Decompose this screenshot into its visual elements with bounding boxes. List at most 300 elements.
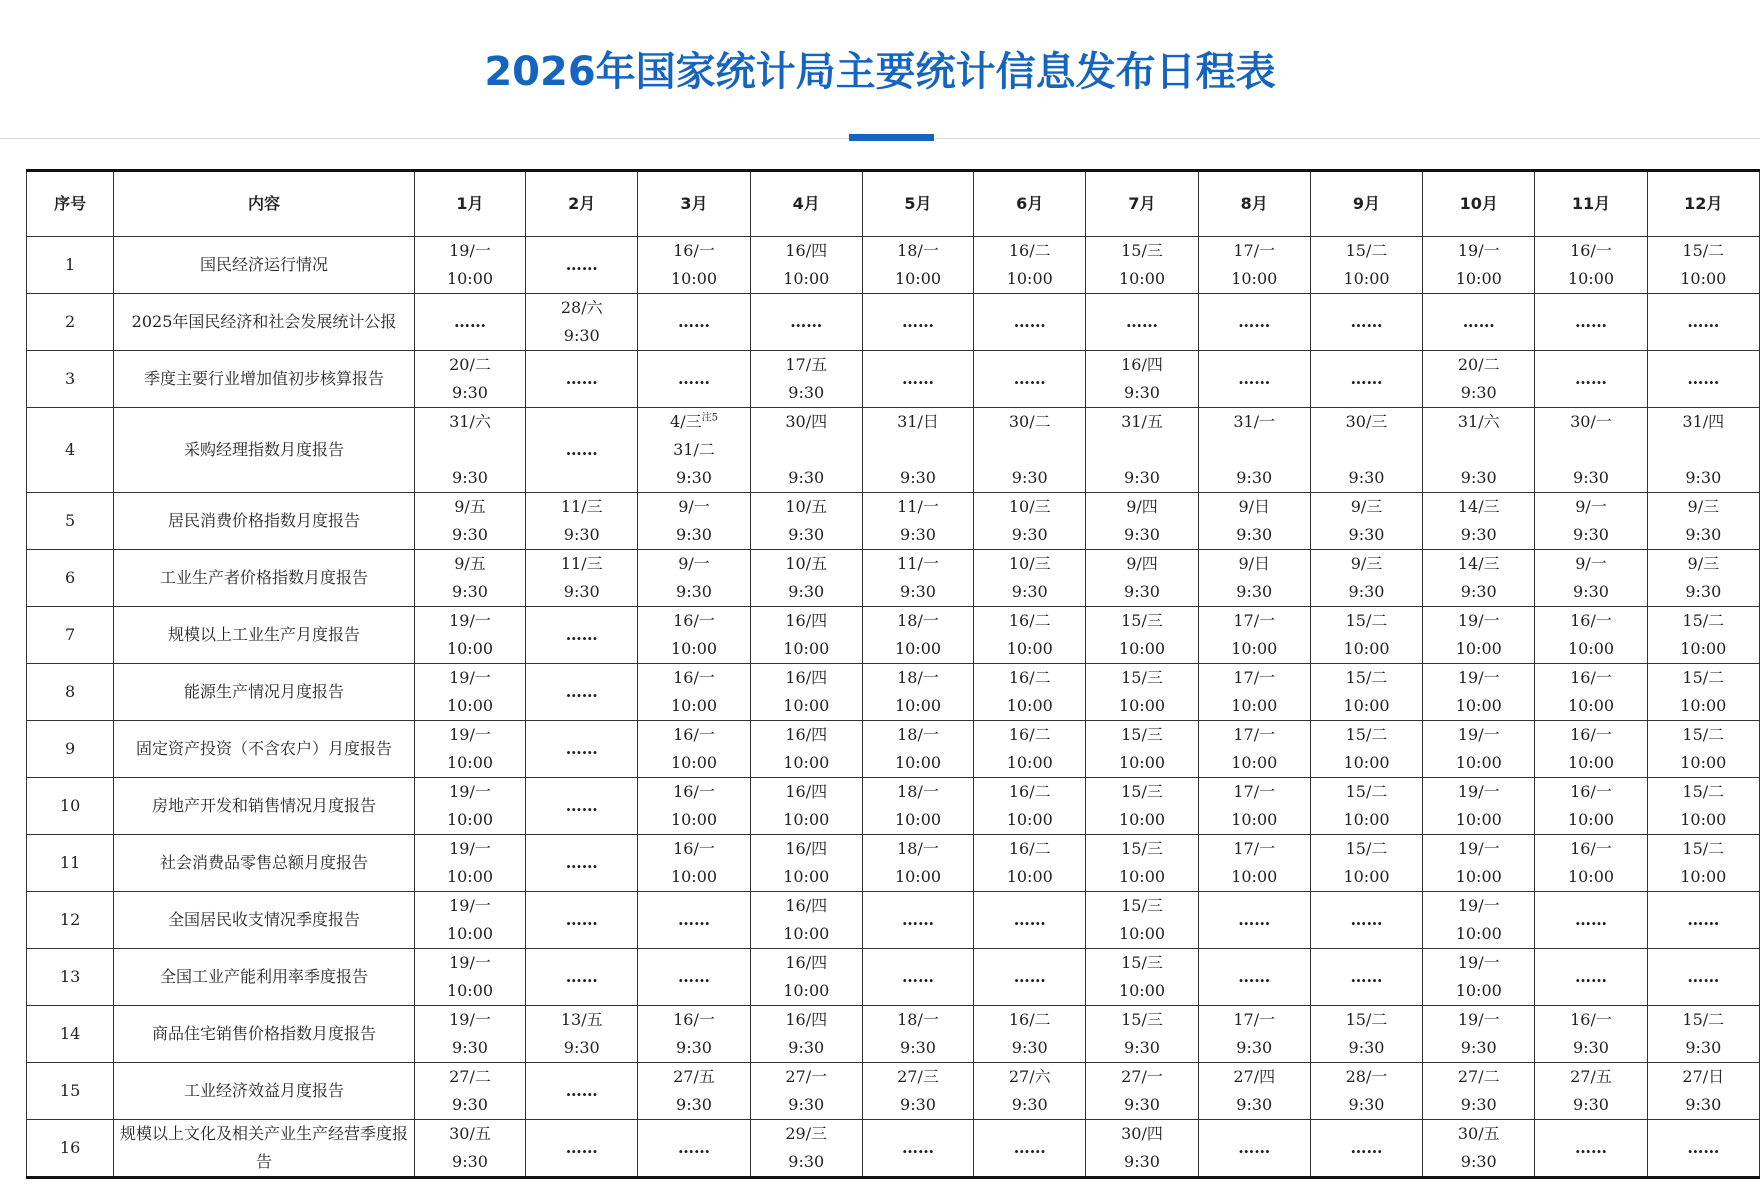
release-date-time: 16/一 — [673, 668, 715, 687]
no-release-marker: …… — [902, 967, 934, 986]
row-number: 11 — [27, 835, 114, 892]
release-date-time: 10:00 — [1455, 810, 1502, 829]
release-date-time: 9/一 — [678, 554, 710, 573]
no-release-marker: …… — [1350, 369, 1383, 388]
release-date-time: 9:30 — [788, 1095, 825, 1114]
no-release-marker: …… — [678, 910, 710, 929]
schedule-cell — [1198, 408, 1310, 493]
schedule-cell — [862, 1006, 973, 1063]
release-date-time: 30/三 — [1345, 412, 1388, 431]
schedule-cell — [1647, 607, 1759, 664]
release-date-time: 18/一 — [897, 668, 939, 687]
schedule-cell — [1198, 550, 1310, 607]
schedule-cell — [750, 721, 862, 778]
schedule-cell — [750, 294, 862, 351]
no-release-marker: …… — [1350, 967, 1383, 986]
release-date-time: 10:00 — [1118, 867, 1166, 886]
release-date-time: 9:30 — [563, 326, 600, 345]
release-date-time: 9:30 — [1348, 582, 1385, 601]
release-date-time — [1086, 436, 1197, 464]
table-row — [27, 778, 1760, 835]
schedule-cell — [750, 778, 862, 835]
schedule-cell — [414, 351, 525, 408]
release-date-time: 30/二 — [1008, 412, 1051, 431]
column-header: 1月 — [414, 171, 525, 237]
release-date-time: 10:00 — [1006, 696, 1053, 715]
schedule-cell — [1535, 1120, 1647, 1178]
no-release-marker: …… — [565, 625, 598, 644]
schedule-cell — [414, 721, 525, 778]
release-date-time: 30/四 — [785, 412, 828, 431]
release-date-time: 9:30 — [1124, 468, 1160, 487]
release-date-time: 10:00 — [894, 696, 942, 715]
schedule-cell — [638, 408, 750, 493]
release-date-time: 16/二 — [1008, 782, 1051, 801]
column-header: 8月 — [1198, 171, 1310, 237]
release-date-time: 10:00 — [670, 810, 718, 829]
no-release-marker: …… — [902, 312, 934, 331]
schedule-cell — [638, 778, 750, 835]
no-release-marker: …… — [1462, 312, 1495, 331]
row-number: 7 — [27, 607, 114, 664]
no-release-marker: …… — [1687, 312, 1720, 331]
release-date-time: 9:30 — [1011, 525, 1048, 544]
schedule-cell — [526, 949, 638, 1006]
schedule-cell — [1535, 550, 1647, 607]
release-date-time: 10:00 — [1680, 269, 1727, 288]
table-row — [27, 949, 1760, 1006]
release-date-time: 10:00 — [1006, 753, 1053, 772]
release-date-time: 11/三 — [560, 554, 603, 573]
column-header: 11月 — [1535, 171, 1647, 237]
release-date-time: 9/三 — [1687, 554, 1720, 573]
no-release-marker: …… — [1238, 312, 1271, 331]
release-date-time: 15/三 — [1121, 611, 1163, 630]
schedule-cell — [1535, 664, 1647, 721]
release-date-time: 19/一 — [449, 896, 491, 915]
release-date-time: 31/六 — [449, 412, 491, 431]
schedule-cell — [1535, 835, 1647, 892]
release-date-time: 9:30 — [452, 525, 488, 544]
schedule-cell — [1198, 351, 1310, 408]
schedule-cell — [1647, 1120, 1759, 1178]
schedule-cell — [1198, 1006, 1310, 1063]
release-date-time: 9:30 — [788, 1038, 825, 1057]
no-release-marker: …… — [1575, 312, 1607, 331]
schedule-cell — [1310, 237, 1422, 294]
schedule-cell — [526, 294, 638, 351]
schedule-cell — [1310, 835, 1422, 892]
release-date-time: 10:00 — [1118, 753, 1166, 772]
release-date-time: 10:00 — [446, 639, 494, 658]
release-date-time: 9:30 — [1573, 468, 1609, 487]
release-date-time: 11/三 — [560, 497, 603, 516]
release-date-time: 18/一 — [897, 241, 939, 260]
release-date-time: 10:00 — [1680, 639, 1727, 658]
no-release-marker: …… — [1350, 312, 1383, 331]
no-release-marker: …… — [565, 1081, 598, 1100]
schedule-cell — [1198, 493, 1310, 550]
release-date-time: 9:30 — [1460, 1038, 1497, 1057]
schedule-cell — [526, 1006, 638, 1063]
schedule-cell — [1647, 351, 1759, 408]
release-date-time: 9:30 — [1348, 525, 1385, 544]
release-date-time: 10:00 — [1343, 269, 1390, 288]
no-release-marker: …… — [1013, 1138, 1046, 1157]
schedule-cell — [638, 1063, 750, 1120]
row-number: 12 — [27, 892, 114, 949]
release-date-time: 9:30 — [452, 1095, 488, 1114]
report-name: 季度主要行业增加值初步核算报告 — [114, 351, 415, 408]
release-date-time: 9:30 — [563, 1038, 600, 1057]
schedule-cell — [1310, 408, 1422, 493]
release-date-time: 30/五 — [1457, 1124, 1500, 1143]
release-date-time: 10:00 — [1680, 810, 1727, 829]
schedule-cell — [1310, 607, 1422, 664]
page-title: 2026年国家统计局主要统计信息发布日程表 — [484, 49, 1276, 95]
table-row — [27, 237, 1760, 294]
release-date-time: 10:00 — [783, 696, 830, 715]
release-date-time: 10:00 — [446, 753, 494, 772]
no-release-marker: …… — [1238, 1138, 1271, 1157]
row-number: 3 — [27, 351, 114, 408]
release-date-time: 27/二 — [449, 1067, 491, 1086]
release-date-time: 27/日 — [1682, 1067, 1725, 1086]
release-date-time: 10:00 — [1680, 753, 1727, 772]
release-date-time: 10:00 — [1567, 867, 1615, 886]
release-date-time: 9:30 — [676, 1095, 712, 1114]
no-release-marker: …… — [678, 369, 710, 388]
release-date-time: 9:30 — [563, 582, 600, 601]
schedule-cell — [974, 1006, 1086, 1063]
row-number: 1 — [27, 237, 114, 294]
release-date-time: 30/一 — [1570, 412, 1612, 431]
schedule-cell — [526, 237, 638, 294]
schedule-cell — [1647, 835, 1759, 892]
release-date-time: 19/一 — [449, 782, 491, 801]
release-date-time: 10:00 — [1455, 981, 1502, 1000]
schedule-cell — [974, 778, 1086, 835]
schedule-cell — [638, 550, 750, 607]
release-date-time: 18/一 — [897, 839, 939, 858]
release-date-time: 10:00 — [1118, 639, 1166, 658]
schedule-cell — [1423, 351, 1535, 408]
release-date-time: 16/一 — [1570, 611, 1612, 630]
schedule-cell — [638, 351, 750, 408]
no-release-marker: …… — [565, 739, 598, 758]
release-date-time: 15/二 — [1682, 1010, 1725, 1029]
schedule-cell — [862, 607, 973, 664]
release-date-time: 31/四 — [1682, 412, 1725, 431]
schedule-cell — [750, 408, 862, 493]
release-date-time: 10:00 — [1231, 639, 1278, 658]
release-date-time: 9:30 — [788, 525, 825, 544]
release-date-time — [1648, 436, 1759, 464]
release-date-time: 10:00 — [446, 867, 494, 886]
release-date-time: 9:30 — [788, 1152, 825, 1171]
schedule-cell — [974, 408, 1086, 493]
schedule-cell — [1198, 294, 1310, 351]
release-date-time: 16/一 — [1570, 668, 1612, 687]
release-date-time: 9:30 — [1124, 525, 1160, 544]
schedule-cell — [1086, 237, 1198, 294]
report-name: 国民经济运行情况 — [114, 237, 415, 294]
release-date-time: 16/一 — [673, 725, 715, 744]
report-name: 2025年国民经济和社会发展统计公报 — [114, 294, 415, 351]
release-date-time: 19/一 — [449, 611, 491, 630]
release-date-time: 13/五 — [560, 1010, 603, 1029]
no-release-marker: …… — [1575, 1138, 1607, 1157]
table-row — [27, 408, 1760, 493]
release-date-time: 9:30 — [1685, 468, 1722, 487]
release-date-time: 15/二 — [1345, 241, 1388, 260]
release-date-time: 11/一 — [897, 497, 939, 516]
schedule-cell — [1086, 892, 1198, 949]
release-date-time: 15/二 — [1682, 668, 1725, 687]
release-date-time: 16/一 — [1570, 782, 1612, 801]
release-date-time: 10:00 — [1567, 696, 1615, 715]
no-release-marker: …… — [565, 853, 598, 872]
schedule-cell — [414, 949, 525, 1006]
release-date-time: 10:00 — [1455, 867, 1502, 886]
no-release-marker: …… — [565, 1138, 598, 1157]
schedule-cell — [1310, 664, 1422, 721]
schedule-cell — [526, 664, 638, 721]
schedule-cell — [1198, 778, 1310, 835]
release-date-time: 9:30 — [900, 582, 936, 601]
release-date-time: 19/一 — [1457, 1010, 1500, 1029]
release-date-time: 9:30 — [1460, 468, 1497, 487]
schedule-cell — [862, 1063, 973, 1120]
schedule-cell — [414, 1006, 525, 1063]
no-release-marker: …… — [565, 910, 598, 929]
release-date-time: 17/一 — [1233, 241, 1276, 260]
schedule-cell — [862, 294, 973, 351]
schedule-cell — [526, 892, 638, 949]
table-row — [27, 1063, 1760, 1120]
release-date-time: 10:00 — [1343, 867, 1390, 886]
release-date-time: 30/四 — [1121, 1124, 1163, 1143]
release-date-time: 16/一 — [673, 782, 715, 801]
schedule-cell — [750, 550, 862, 607]
title-area — [0, 0, 1760, 140]
column-header: 12月 — [1647, 171, 1759, 237]
table-row — [27, 550, 1760, 607]
schedule-cell — [414, 493, 525, 550]
release-date-time: 9:30 — [1236, 1038, 1273, 1057]
release-date-time: 9:30 — [563, 525, 600, 544]
schedule-cell — [974, 1063, 1086, 1120]
release-date-time: 9:30 — [900, 525, 936, 544]
release-date-time: 9:30 — [676, 582, 712, 601]
release-date-time: 9:30 — [1124, 1152, 1160, 1171]
schedule-cell — [1535, 294, 1647, 351]
release-date-time: 9:30 — [900, 1095, 936, 1114]
table-row — [27, 1120, 1760, 1178]
release-date-time: 16/一 — [1570, 1010, 1612, 1029]
release-date-time: 10:00 — [783, 810, 830, 829]
release-date-time: 19/一 — [449, 839, 491, 858]
release-date-time: 10:00 — [670, 696, 718, 715]
column-header: 4月 — [750, 171, 862, 237]
schedule-cell — [638, 493, 750, 550]
column-header: 9月 — [1310, 171, 1422, 237]
release-date-time: 10:00 — [1118, 981, 1166, 1000]
report-name: 全国工业产能利用率季度报告 — [114, 949, 415, 1006]
schedule-cell — [1647, 1063, 1759, 1120]
column-header: 7月 — [1086, 171, 1198, 237]
schedule-cell — [1535, 721, 1647, 778]
schedule-cell — [414, 892, 525, 949]
release-date-time: 16/四 — [785, 241, 828, 260]
release-date-time: 9:30 — [1348, 1095, 1385, 1114]
schedule-cell — [1086, 778, 1198, 835]
release-date-time: 9/五 — [454, 554, 486, 573]
title-accent-bar — [849, 134, 934, 141]
no-release-marker: …… — [565, 967, 598, 986]
no-release-marker: …… — [454, 312, 486, 331]
release-date-time: 27/五 — [1570, 1067, 1612, 1086]
release-date-time: 9:30 — [1236, 582, 1273, 601]
release-date-time: 9:30 — [452, 468, 488, 487]
schedule-cell — [974, 835, 1086, 892]
schedule-cell — [862, 351, 973, 408]
release-date-time: 20/二 — [1457, 355, 1500, 374]
release-date-time: 10:00 — [446, 924, 494, 943]
release-date-time: 10:00 — [446, 696, 494, 715]
schedule-cell — [1423, 1063, 1535, 1120]
release-date-time: 17/一 — [1233, 668, 1276, 687]
release-date-time: 10:00 — [894, 269, 942, 288]
schedule-cell — [414, 294, 525, 351]
release-date-time: 19/一 — [1457, 896, 1500, 915]
report-name: 工业生产者价格指数月度报告 — [114, 550, 415, 607]
release-date-time: 9:30 — [452, 582, 488, 601]
release-date-time: 9:30 — [1460, 525, 1497, 544]
release-date-time: 9:30 — [1011, 1095, 1048, 1114]
schedule-cell — [1647, 237, 1759, 294]
schedule-cell — [1198, 721, 1310, 778]
no-release-marker: …… — [1013, 967, 1046, 986]
release-date-time: 10:00 — [1118, 269, 1166, 288]
schedule-cell — [974, 1120, 1086, 1178]
release-date-time: 9/三 — [1687, 497, 1720, 516]
release-date-time: 9:30 — [1460, 1152, 1497, 1171]
column-header: 序号 — [27, 171, 114, 237]
schedule-cell — [526, 1063, 638, 1120]
row-number: 2 — [27, 294, 114, 351]
no-release-marker: …… — [1350, 1138, 1383, 1157]
release-date-time: 27/二 — [1457, 1067, 1500, 1086]
table-row — [27, 351, 1760, 408]
release-date-time: 10:00 — [1118, 924, 1166, 943]
release-date-time: 9/一 — [1575, 554, 1607, 573]
release-date-time: 14/三 — [1457, 554, 1500, 573]
release-date-time: 19/一 — [449, 668, 491, 687]
release-date-time: 4/三 — [670, 412, 702, 431]
no-release-marker: …… — [1687, 369, 1720, 388]
schedule-cell — [1647, 949, 1759, 1006]
schedule-cell — [1086, 835, 1198, 892]
release-date-time: 29/三 — [785, 1124, 828, 1143]
schedule-cell — [1198, 607, 1310, 664]
row-number: 14 — [27, 1006, 114, 1063]
release-date-time: 17/一 — [1233, 611, 1276, 630]
release-date-time: 15/三 — [1121, 241, 1163, 260]
schedule-cell — [1423, 1006, 1535, 1063]
release-date-time: 15/三 — [1121, 782, 1163, 801]
schedule-cell — [1535, 1063, 1647, 1120]
no-release-marker: …… — [565, 682, 598, 701]
no-release-marker: …… — [1687, 1138, 1720, 1157]
release-date-time: 10/五 — [785, 554, 828, 573]
release-date-time: 18/一 — [897, 782, 939, 801]
schedule-cell — [1086, 721, 1198, 778]
schedule-cell — [1310, 1120, 1422, 1178]
report-name: 固定资产投资（不含农户）月度报告 — [114, 721, 415, 778]
release-date-time: 9:30 — [1011, 1038, 1048, 1057]
schedule-cell — [638, 892, 750, 949]
schedule-cell — [1535, 351, 1647, 408]
release-date-time: 17/一 — [1233, 725, 1276, 744]
no-release-marker: …… — [678, 967, 710, 986]
release-date-time: 10:00 — [670, 753, 718, 772]
row-number: 5 — [27, 493, 114, 550]
schedule-cell — [526, 721, 638, 778]
release-date-time: 9:30 — [452, 1152, 488, 1171]
report-name: 规模以上文化及相关产业生产经营季度报告 — [114, 1120, 415, 1178]
release-date-time — [1535, 436, 1646, 464]
table-row — [27, 892, 1760, 949]
release-date-time: 10:00 — [1343, 810, 1390, 829]
release-date-time: 10:00 — [670, 269, 718, 288]
column-header: 内容 — [114, 171, 415, 237]
schedule-cell — [1423, 1120, 1535, 1178]
release-date-time: 9/一 — [678, 497, 710, 516]
release-date-time: 15/二 — [1682, 611, 1725, 630]
no-release-marker: …… — [1013, 312, 1046, 331]
schedule-cell — [1086, 1120, 1198, 1178]
schedule-cell — [862, 1120, 973, 1178]
release-date-time: 16/四 — [785, 668, 828, 687]
release-date-time: 10:00 — [894, 810, 942, 829]
release-date-time: 9:30 — [1011, 468, 1048, 487]
no-release-marker: …… — [1238, 967, 1271, 986]
report-name: 商品住宅销售价格指数月度报告 — [114, 1006, 415, 1063]
no-release-marker: …… — [1575, 967, 1607, 986]
release-date-time: 9:30 — [900, 1038, 936, 1057]
schedule-cell — [974, 550, 1086, 607]
report-name: 采购经理指数月度报告 — [114, 408, 415, 493]
schedule-cell — [750, 607, 862, 664]
schedule-cell — [526, 550, 638, 607]
release-date-time: 10:00 — [1118, 696, 1166, 715]
release-date-time: 9:30 — [1573, 582, 1609, 601]
no-release-marker: …… — [678, 1138, 710, 1157]
release-date-time: 9/日 — [1238, 554, 1271, 573]
schedule-cell — [1423, 721, 1535, 778]
schedule-cell — [1198, 949, 1310, 1006]
release-date-time: 10:00 — [1567, 753, 1615, 772]
schedule-cell — [1086, 408, 1198, 493]
no-release-marker: …… — [902, 1138, 934, 1157]
schedule-cell — [1310, 294, 1422, 351]
release-date-time: 10:00 — [1455, 924, 1502, 943]
release-date-time: 9:30 — [1460, 582, 1497, 601]
release-date-time: 10:00 — [1006, 639, 1053, 658]
table-row — [27, 721, 1760, 778]
schedule-cell — [1198, 664, 1310, 721]
